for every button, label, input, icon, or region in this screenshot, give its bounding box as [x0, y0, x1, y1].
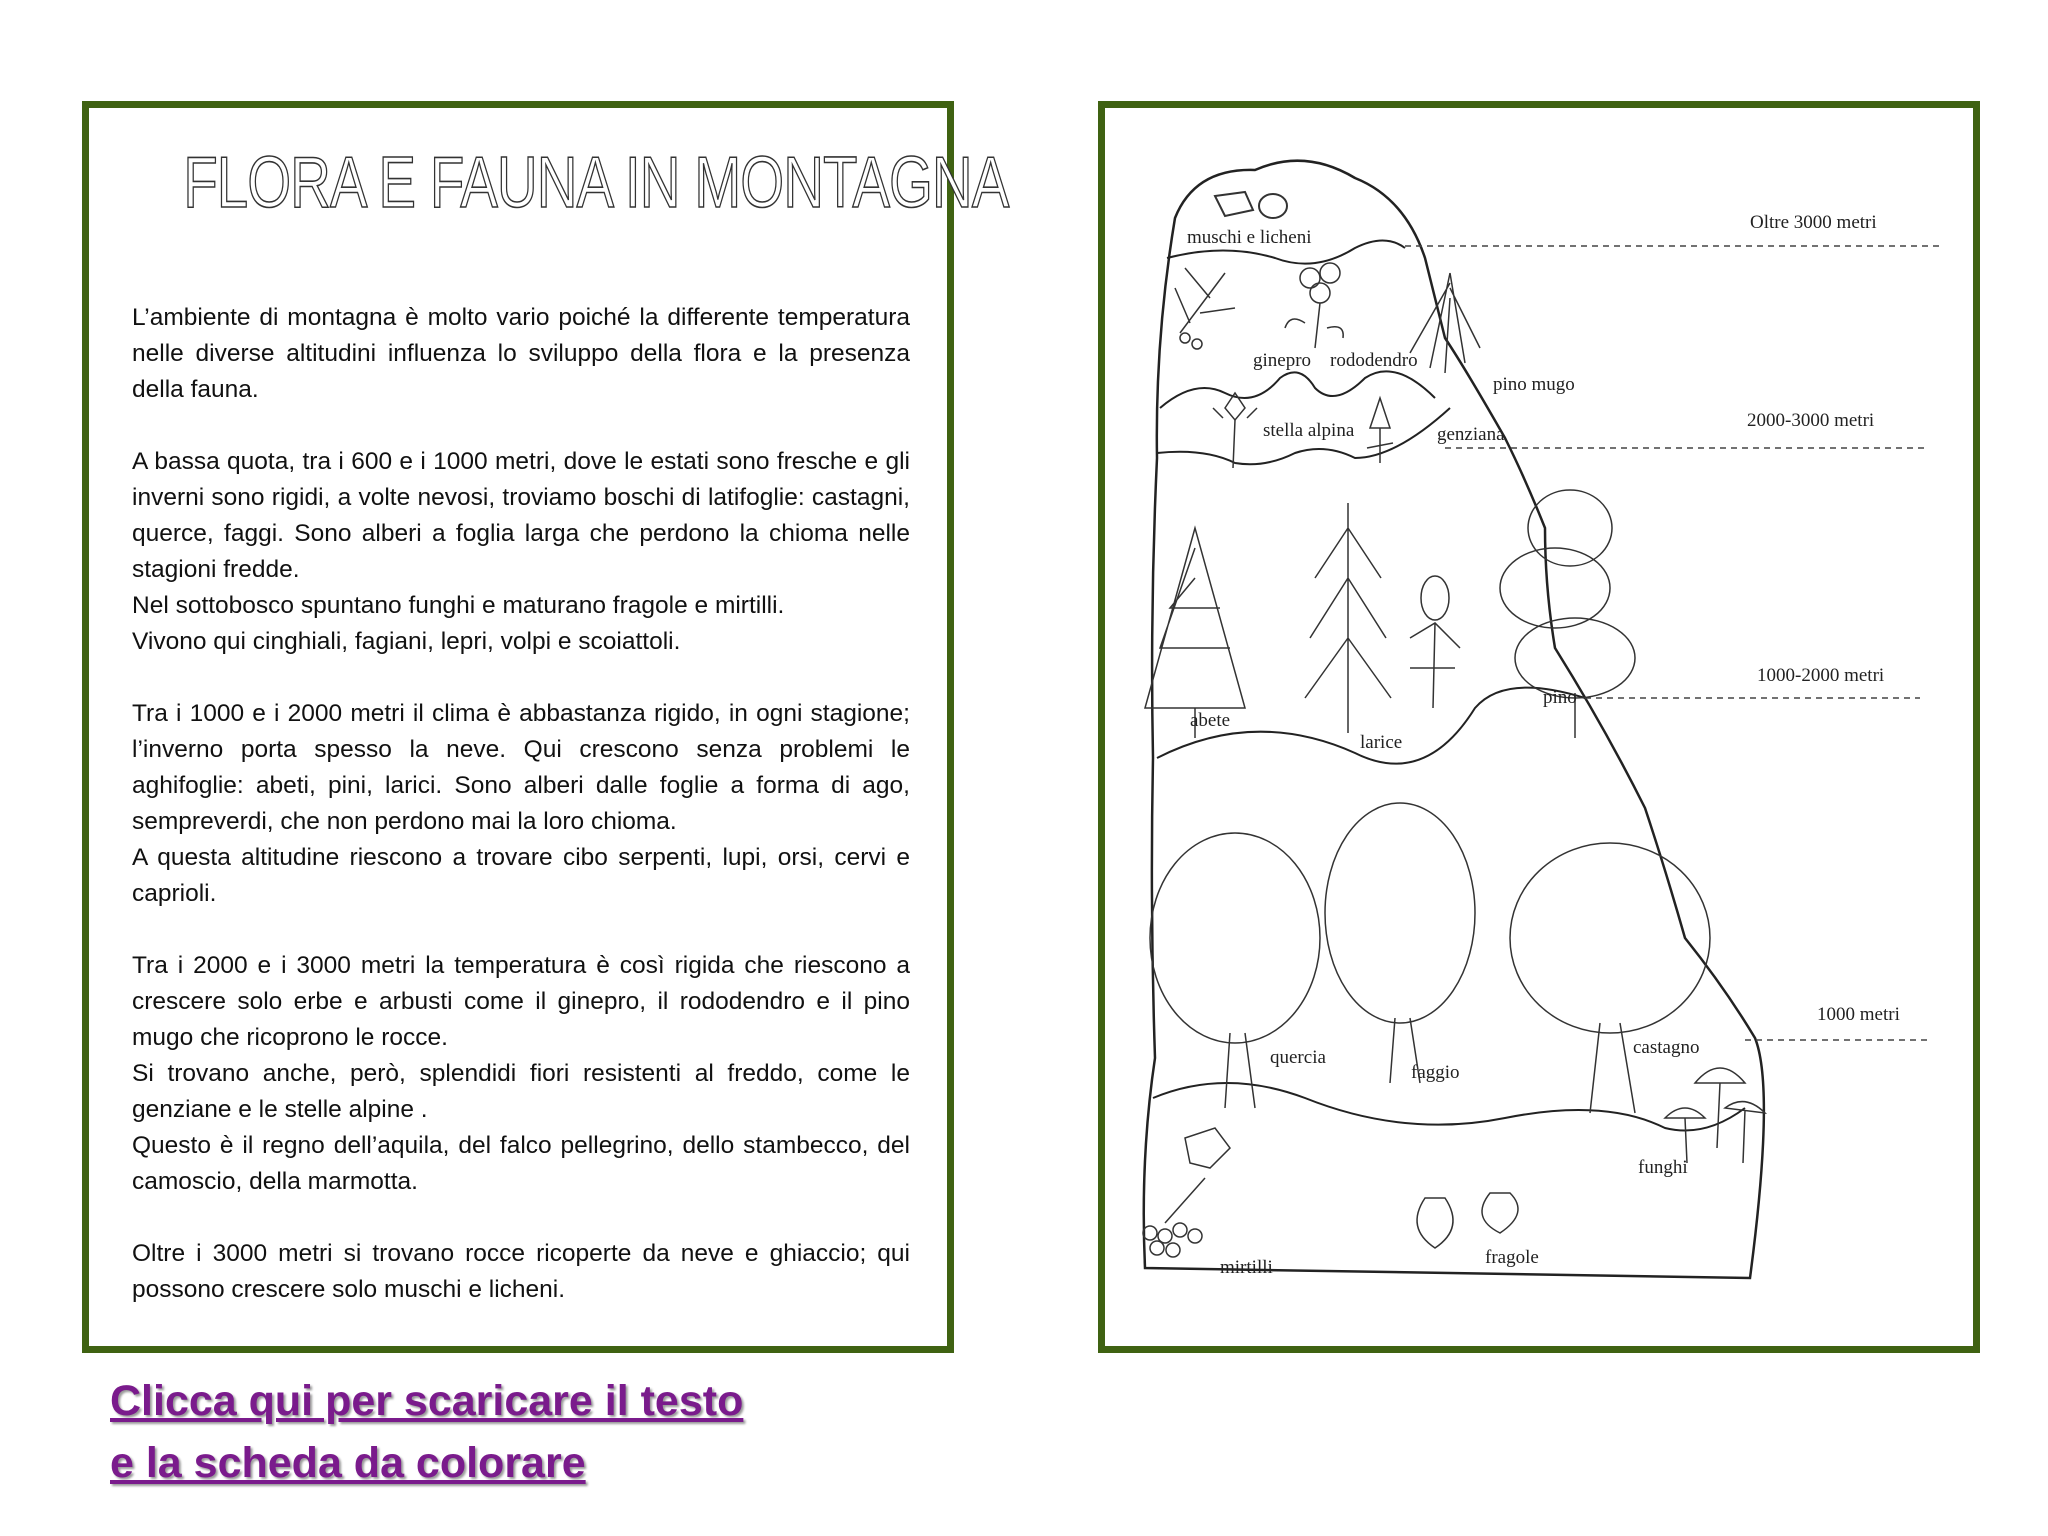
mushrooms-icon	[1665, 1068, 1765, 1163]
mountain-pine-icon	[1410, 273, 1480, 373]
document-body	[132, 300, 910, 1344]
mountain-outline	[1144, 161, 1764, 1278]
boundary-shrubs	[1160, 371, 1435, 408]
label-rododendro: rododendro	[1330, 350, 1418, 371]
paragraph-low-altitude: A bassa quota, tra i 600 e i 1000 metri, dove le estati sono fresche e gli inverni sono rigidi, a volte nevosi, troviamo boschi di latifoglie: castagni, querce, faggi. Sono alberi a foglia larga che perdono la chioma nelle stagioni fredde. Nel sottobosco spuntano funghi e maturano fragole e mirtilli. Vivono qui cinghiali, fagiani, lepri, volpi e scoiattoli.	[132, 448, 910, 655]
label-larice: larice	[1360, 732, 1403, 753]
juniper-icon	[1175, 268, 1235, 349]
larch-tree-icon	[1305, 503, 1391, 733]
altitude-label-low: 1000 metri	[1817, 1004, 1900, 1025]
strawberries-icon	[1417, 1193, 1518, 1248]
label-funghi: funghi	[1638, 1157, 1688, 1178]
download-link-line1[interactable]: Clicca qui per scaricare il testo	[110, 1377, 744, 1425]
blueberries-icon	[1143, 1128, 1230, 1257]
download-link-box[interactable]	[110, 1370, 830, 1494]
altitude-label-top: Oltre 3000 metri	[1750, 212, 1877, 233]
label-genziana: genziana	[1437, 424, 1505, 445]
altitude-label-high: 2000-3000 metri	[1747, 410, 1875, 431]
label-stella-alpina: stella alpina	[1263, 420, 1355, 441]
label-castagno: castagno	[1633, 1037, 1700, 1058]
document-title: FLORA E FAUNA IN MONTAGNA	[183, 143, 1009, 223]
label-mirtilli: mirtilli	[1220, 1257, 1273, 1278]
rhododendron-icon	[1285, 263, 1343, 348]
boundary-broadleaf	[1153, 1083, 1745, 1131]
label-muschi: muschi e licheni	[1187, 227, 1312, 248]
download-link-line2[interactable]: e la scheda da colorare	[110, 1439, 586, 1487]
paragraph-mid-altitude: Tra i 1000 e i 2000 metri il clima è abbastanza rigido, in ogni stagione; l’inverno porta spesso la neve. Qui crescono senza problemi le aghifoglie: abeti, pini, larici. Sono alberi dalle foglie a forma di ago, sempreverdi, che non perdono mai la loro chioma. A questa altitudine riescono a trovare cibo serpenti, lupi, orsi, cervi e caprioli.	[132, 700, 910, 907]
label-fragole: fragole	[1485, 1247, 1539, 1268]
label-faggio: faggio	[1411, 1062, 1460, 1083]
chestnut-tree-icon	[1510, 843, 1710, 1113]
moss-icon	[1215, 192, 1287, 218]
label-abete: abete	[1190, 710, 1231, 731]
label-quercia: quercia	[1270, 1047, 1326, 1068]
mountain-diagram	[1105, 108, 1973, 1346]
paragraph-intro: L’ambiente di montagna è molto vario poiché la differente temperatura nelle diverse altitudini influenza lo sviluppo della flora e la presenza della fauna.	[132, 304, 910, 403]
altitude-label-mid: 1000-2000 metri	[1757, 665, 1885, 686]
beech-tree-icon	[1325, 803, 1475, 1083]
gentian-icon	[1367, 398, 1393, 463]
paragraph-high-altitude: Tra i 2000 e i 3000 metri la temperatura è così rigida che riescono a crescere solo erbe e arbusti come il ginepro, il rododendro e il pino mugo che ricoprono le rocce. Si trovano anche, però, splendidi fiori resistenti al freddo, come le genziane e le stelle alpine . Questo è il regno dell’aquila, del falco pellegrino, dello stambecco, del camoscio, della marmotta.	[132, 952, 910, 1195]
paragraph-summit: Oltre i 3000 metri si trovano rocce ricoperte da neve e ghiaccio; qui possono crescere solo muschi e licheni.	[132, 1240, 910, 1303]
fir-tree-icon	[1145, 528, 1245, 738]
label-ginepro: ginepro	[1253, 350, 1312, 371]
label-pino: pino	[1543, 687, 1577, 708]
diagram-panel	[1098, 101, 1980, 1353]
text-panel	[82, 101, 1009, 1353]
pine-cone-icon	[1410, 576, 1460, 708]
label-pino-mugo: pino mugo	[1493, 374, 1575, 395]
